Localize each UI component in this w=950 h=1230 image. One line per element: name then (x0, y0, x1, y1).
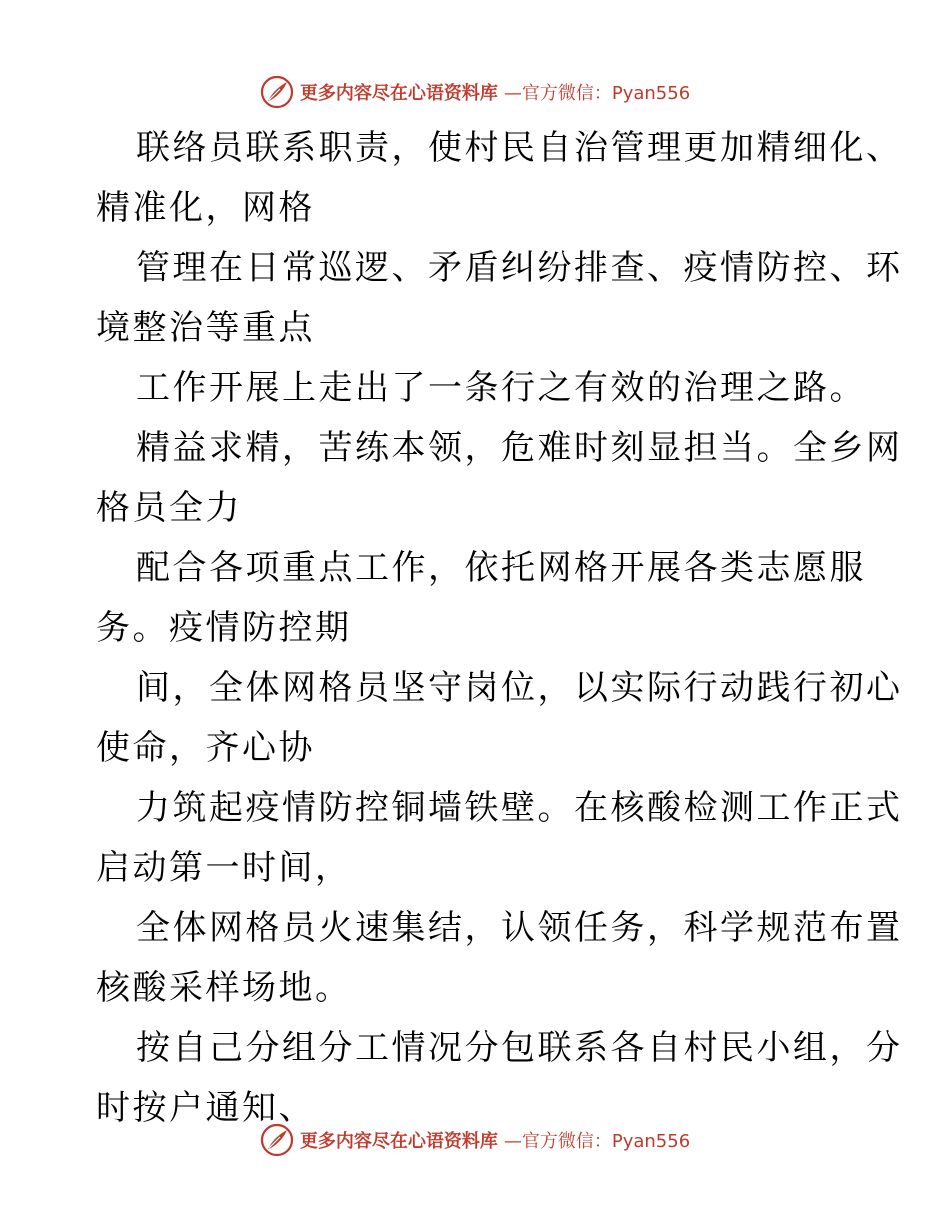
header-banner-inner (260, 75, 690, 109)
text-line: 核酸采样场地。 (96, 968, 352, 1008)
text-line: 联络员联系职责，使村民自治管理更加精细化、 (136, 128, 903, 168)
footer-banner-title: 更多内容尽在心语资料库 (299, 1131, 498, 1152)
header-banner-wechat: —官方微信：Pyan556 (503, 83, 691, 104)
text-line: 务。疫情防控期 (96, 608, 352, 648)
text-line: 时按户通知、 (96, 1088, 315, 1128)
header-banner (0, 70, 950, 114)
text-line: 精益求精，苦练本领，危难时刻显担当。全乡网 (136, 428, 903, 468)
header-banner-title: 更多内容尽在心语资料库 (299, 83, 498, 104)
text-line: 精准化，网格 (96, 188, 315, 228)
quill-logo-icon (260, 75, 294, 109)
text-line: 全体网格员火速集结，认领任务，科学规范布置 (136, 908, 903, 948)
text-line: 配合各项重点工作，依托网格开展各类志愿服 (136, 548, 866, 588)
document-body (96, 118, 903, 1138)
quill-logo-icon (260, 1123, 294, 1157)
text-line: 启动第一时间， (96, 848, 352, 888)
text-line: 境整治等重点 (96, 308, 315, 348)
text-line: 间，全体网格员坚守岗位，以实际行动践行初心 (136, 668, 903, 708)
text-line: 力筑起疫情防控铜墙铁壁。在核酸检测工作正式 (136, 788, 903, 828)
text-line: 管理在日常巡逻、矛盾纠纷排查、疫情防控、环 (136, 248, 903, 288)
text-line: 工作开展上走出了一条行之有效的治理之路。 (136, 368, 866, 408)
footer-banner (0, 1118, 950, 1162)
text-line: 格员全力 (96, 488, 242, 528)
footer-banner-inner (260, 1123, 690, 1157)
text-line: 使命，齐心协 (96, 728, 315, 768)
footer-banner-wechat: —官方微信：Pyan556 (503, 1131, 691, 1152)
text-line: 按自己分组分工情况分包联系各自村民小组，分 (136, 1028, 903, 1068)
